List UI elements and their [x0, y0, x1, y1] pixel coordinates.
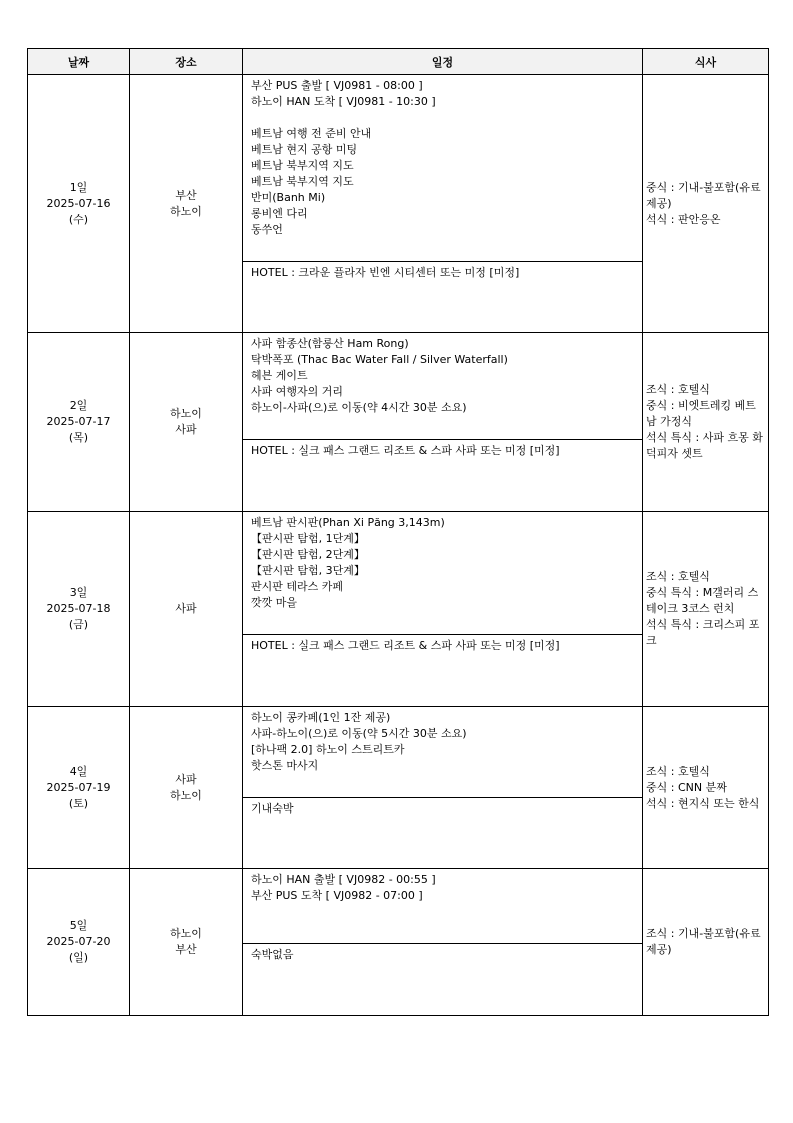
place-name: 사파 — [175, 772, 197, 786]
meal-item: 석식 : 현지식 또는 한식 — [646, 796, 760, 810]
day-number: 1일 — [69, 180, 88, 194]
schedule-item: 사파-하노이(으)로 이동(약 5시간 30분 소요) — [251, 727, 467, 740]
day-number: 5일 — [69, 919, 88, 932]
schedule-item: 하노이 HAN 도착 [ VJ0981 - 10:30 ] — [251, 95, 436, 108]
meal-item: 석식 특식 : 사파 흐몽 화덕피자 셋트 — [646, 431, 763, 460]
schedule-cell — [243, 333, 643, 512]
schedule-cell — [243, 512, 643, 707]
schedule-item: 헤븐 게이트 — [251, 369, 308, 382]
hotel-info — [243, 261, 642, 332]
schedule-item: 사파 여행자의 거리 — [251, 385, 344, 398]
hotel-text: 기내숙박 — [251, 802, 294, 815]
meal-item: 조식 : 호텔식 — [646, 570, 710, 583]
meal-cell — [643, 512, 769, 707]
schedule-list — [243, 512, 642, 634]
schedule-cell — [243, 707, 643, 869]
schedule-item: 사파 함종산(함룽산 Ham Rong) — [251, 337, 409, 350]
schedule-item: 부산 PUS 도착 [ VJ0982 - 07:00 ] — [251, 889, 423, 902]
day-cell — [28, 333, 130, 512]
meal-item: 조식 : 호텔식 — [646, 383, 710, 396]
header-date: 날짜 — [28, 49, 130, 75]
place-name: 하노이 — [170, 788, 202, 802]
day-date: 2025-07-18 — [46, 602, 111, 615]
day-weekday: (금) — [68, 618, 89, 631]
schedule-item: 부산 PUS 출발 [ VJ0981 - 08:00 ] — [251, 79, 423, 92]
header-schedule: 일정 — [243, 49, 643, 75]
day-weekday: (토) — [68, 796, 89, 810]
place-cell — [130, 869, 243, 1016]
day-row-3 — [28, 512, 769, 707]
header-place: 장소 — [130, 49, 243, 75]
schedule-item: 판시판 테라스 카페 — [251, 580, 344, 593]
hotel-info — [243, 634, 642, 706]
header-row — [28, 49, 769, 75]
schedule-item: 베트남 북부지역 지도 — [251, 175, 354, 188]
schedule-item: 하노이-사파(으)로 이동(약 4시간 30분 소요) — [251, 401, 467, 414]
schedule-item: 베트남 현지 공항 미팅 — [251, 143, 358, 156]
schedule-item: 탁박폭포 (Thac Bac Water Fall / Silver Waterfall) — [251, 353, 508, 366]
day-cell — [28, 869, 130, 1016]
schedule-list — [243, 869, 642, 943]
hotel-text: HOTEL : 실크 패스 그랜드 리조트 & 스파 사파 또는 미정 [미정] — [251, 444, 560, 457]
place-cell — [130, 75, 243, 333]
schedule-item: 【판시판 탐험, 3단계】 — [251, 564, 365, 577]
meal-item: 중식 : 비엣트레킹 베트남 가정식 — [646, 399, 756, 428]
schedule-item: 깟깟 마을 — [251, 596, 298, 609]
day-weekday: (수) — [68, 212, 89, 226]
place-name: 부산 — [175, 943, 197, 956]
meal-item: 석식 : 판안응온 — [646, 212, 721, 226]
schedule-item: 반미(Banh Mi) — [251, 191, 326, 204]
schedule-cell — [243, 869, 643, 1016]
day-date: 2025-07-19 — [46, 780, 111, 794]
day-row-4 — [28, 707, 769, 869]
meal-cell — [643, 333, 769, 512]
place-cell — [130, 707, 243, 869]
schedule-list — [243, 707, 642, 797]
place-cell — [130, 512, 243, 707]
schedule-item: 동쑤언 — [251, 223, 283, 236]
itinerary-table — [27, 48, 769, 1016]
day-number: 2일 — [69, 399, 88, 412]
hotel-info — [243, 797, 642, 868]
meal-item: 석식 특식 : 크리스피 포크 — [646, 618, 760, 647]
schedule-item: 하노이 HAN 출발 [ VJ0982 - 00:55 ] — [251, 873, 436, 886]
schedule-list — [243, 333, 642, 439]
schedule-list — [243, 75, 642, 261]
schedule-item: 【판시판 탐험, 2단계】 — [251, 548, 365, 561]
day-cell — [28, 512, 130, 707]
day-number: 4일 — [69, 764, 88, 778]
place-cell — [130, 333, 243, 512]
meal-item: 중식 : 기내-불포함(유료제공) — [646, 180, 761, 210]
meal-cell — [643, 869, 769, 1016]
hotel-text: HOTEL : 크라운 플라자 빈엔 시티센터 또는 미정 [미정] — [251, 266, 520, 279]
day-cell — [28, 75, 130, 333]
place-name: 사파 — [175, 602, 197, 615]
day-date: 2025-07-20 — [46, 935, 111, 948]
place-name: 부산 — [175, 188, 197, 202]
header-meals: 식사 — [643, 49, 769, 75]
schedule-item: 핫스톤 마사지 — [251, 759, 319, 772]
meal-item: 중식 특식 : M갤러리 스테이크 3코스 런치 — [646, 586, 759, 615]
schedule-item: 베트남 여행 전 준비 안내 — [251, 127, 372, 140]
day-weekday: (일) — [68, 951, 89, 964]
schedule-item: [하나팩 2.0] 하노이 스트리트카 — [251, 743, 405, 756]
day-row-1 — [28, 75, 769, 333]
schedule-item: 하노이 콩카페(1인 1잔 제공) — [251, 711, 391, 724]
meal-item: 중식 : CNN 분짜 — [646, 780, 727, 794]
schedule-cell — [243, 75, 643, 333]
place-name: 사파 — [175, 423, 197, 436]
day-date: 2025-07-17 — [46, 415, 111, 428]
day-number: 3일 — [69, 586, 88, 599]
meal-cell — [643, 707, 769, 869]
day-weekday: (목) — [68, 431, 89, 444]
hotel-info — [243, 943, 642, 1015]
day-row-5 — [28, 869, 769, 1016]
schedule-item: 【판시판 탐험, 1단계】 — [251, 532, 365, 545]
hotel-text: 숙박없음 — [251, 948, 294, 961]
hotel-text: HOTEL : 실크 패스 그랜드 리조트 & 스파 사파 또는 미정 [미정] — [251, 639, 560, 652]
schedule-item: 롱비엔 다리 — [251, 207, 308, 220]
schedule-item: 베트남 북부지역 지도 — [251, 159, 354, 172]
schedule-spacer — [251, 110, 636, 126]
day-date: 2025-07-16 — [46, 196, 111, 210]
meal-item: 조식 : 기내-불포함(유료제공) — [646, 927, 761, 956]
place-name: 하노이 — [170, 204, 202, 218]
place-name: 하노이 — [170, 927, 202, 940]
schedule-item: 베트남 판시판(Phan Xi Păng 3,143m) — [251, 516, 445, 529]
day-row-2 — [28, 333, 769, 512]
hotel-info — [243, 439, 642, 511]
meal-cell — [643, 75, 769, 333]
day-cell — [28, 707, 130, 869]
place-name: 하노이 — [170, 407, 202, 420]
meal-item: 조식 : 호텔식 — [646, 764, 710, 778]
